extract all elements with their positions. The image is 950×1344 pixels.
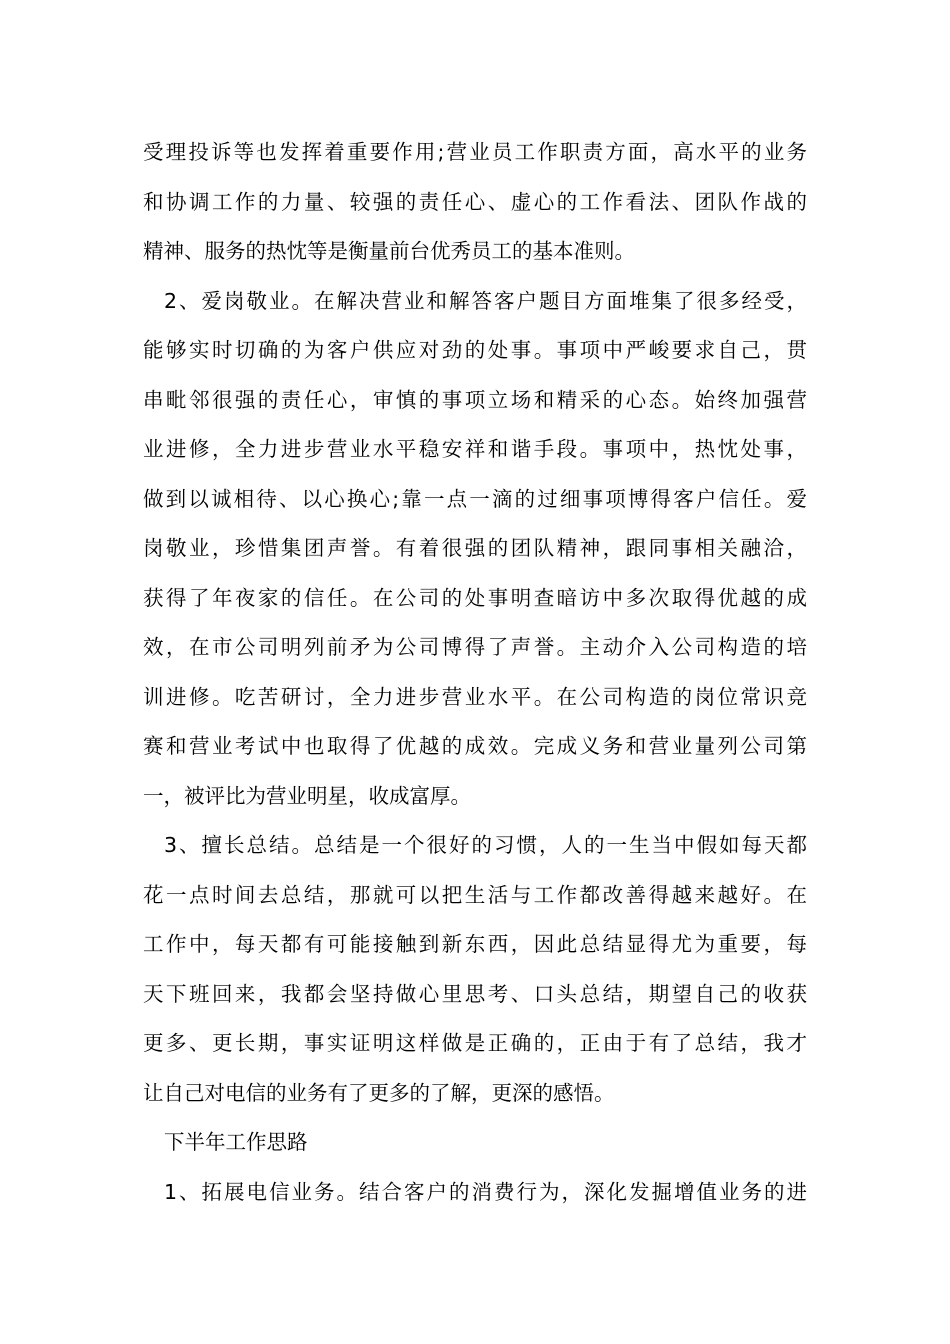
text-line: 训进修。吃苦研讨，全力进步营业水平。在公司构造的岗位常识竞 (143, 684, 807, 709)
paragraph-start-line: 3、擅长总结。总结是一个很好的习惯，人的一生当中假如每天都 (164, 833, 807, 857)
text-line: 做到以诚相待、以心换心;靠一点一滴的过细事项博得客户信任。爱 (143, 486, 807, 511)
text-line: 串毗邻很强的责任心，审慎的事项立场和精采的心态。始终加强营 (143, 387, 807, 412)
text-line: 工作中，每天都有可能接触到新东西，因此总结显得尤为重要，每 (143, 932, 807, 956)
text-line: 更多、更长期，事实证明这样做是正确的，正由于有了总结，我才 (143, 1031, 807, 1055)
text-line: 精神、服务的热忱等是衡量前台优秀员工的基本准则。 (143, 239, 635, 263)
text-line: 和协调工作的力量、较强的责任心、虚心的工作看法、团队作战的 (143, 189, 807, 214)
paragraph-start-line: 2、爱岗敬业。在解决营业和解答客户题目方面堆集了很多经受， (164, 288, 807, 313)
text-line: 效，在市公司明列前矛为公司博得了声誉。主动介入公司构造的培 (143, 635, 807, 659)
text-line: 天下班回来，我都会坚持做心里思考、口头总结，期望自己的收获 (143, 981, 807, 1006)
text-line: 赛和营业考试中也取得了优越的成效。完成义务和营业量列公司第 (143, 734, 807, 758)
paragraph-start-line: 1、拓展电信业务。结合客户的消费行为，深化发掘增值业务的进 (164, 1179, 807, 1204)
text-line: 业进修，全力进步营业水平稳安祥和谐手段。事项中，热忱处事， (143, 437, 807, 461)
text-line: 能够实时切确的为客户供应对劲的处事。事项中严峻要求自己，贯 (143, 338, 807, 362)
text-line: 让自己对电信的业务有了更多的了解，更深的感悟。 (143, 1080, 615, 1105)
text-line: 花一点时间去总结，那就可以把生活与工作都改善得越来越好。在 (143, 882, 807, 907)
text-line: 获得了年夜家的信任。在公司的处事明查暗访中多次取得优越的成 (143, 585, 807, 610)
document-body (143, 128, 807, 1217)
section-heading: 下半年工作思路 (164, 1130, 308, 1154)
text-line: 一，被评比为营业明星，收成富厚。 (143, 783, 471, 808)
text-line: 受理投诉等也发挥着重要作用;营业员工作职责方面，高水平的业务 (143, 140, 807, 164)
text-line: 岗敬业，珍惜集团声誉。有着很强的团队精神，跟同事相关融洽， (143, 536, 807, 560)
